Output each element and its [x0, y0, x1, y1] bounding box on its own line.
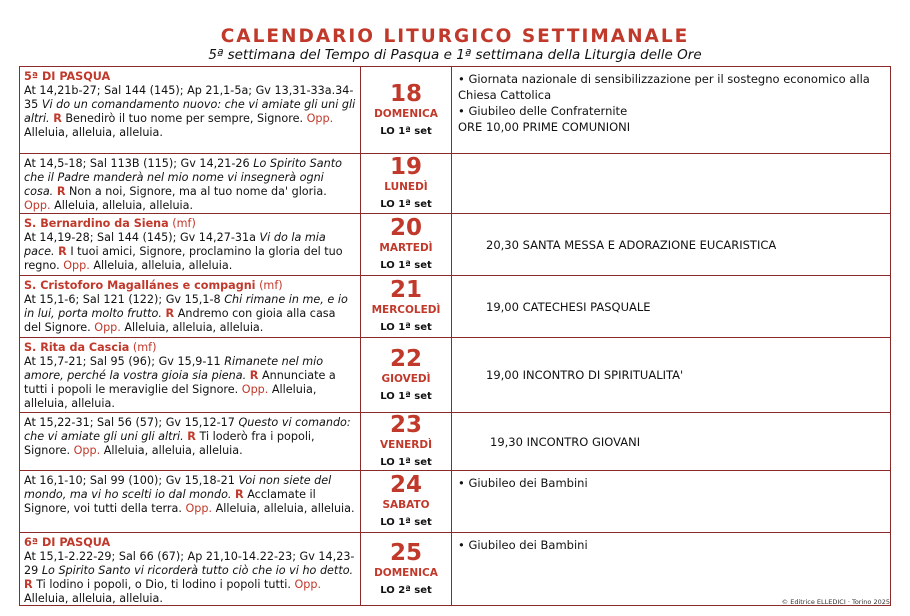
calendar-table — [19, 66, 891, 606]
event-item: • Giubileo dei Bambini — [458, 538, 588, 552]
saint-name: 6ª DI PASQUA — [24, 536, 111, 549]
response-text: Andremo con gioia alla casa del Signore. — [24, 307, 336, 334]
readings-refs: At 15,1-2.22-29; Sal 66 (67); Ap 21,10-14.22-23; Gv 14,23-29 — [24, 550, 355, 577]
opp-label: Opp. — [306, 112, 334, 125]
readings-refs: At 15,22-31; Sal 56 (57); Gv 15,12-17 — [24, 416, 235, 429]
readings-refs: At 15,7-21; Sal 95 (96); Gv 15,9-11 — [24, 355, 221, 368]
opp-label: Opp. — [94, 321, 121, 334]
date-cell — [360, 533, 452, 605]
liturgy-week: LO 1ª set — [380, 260, 432, 271]
day-number: 21 — [389, 277, 422, 303]
event-item: 19,30 INCONTRO GIOVANI — [490, 434, 641, 449]
saint-name: S. Bernardino da Siena — [24, 217, 169, 230]
response-label: R — [24, 578, 33, 591]
antiphon: Voi non siete del mondo, ma vi ho scelti io dal mondo. — [24, 474, 332, 501]
response-label: R — [56, 185, 66, 198]
weekday-name: MARTEDÌ — [379, 242, 433, 254]
day-row-21 — [20, 275, 890, 337]
response-text: Ti loderò fra i popoli, Signore. — [24, 430, 315, 457]
alleluia-text: Alleluia, alleluia, alleluia. — [24, 126, 163, 139]
readings-refs: At 14,19-28; Sal 144 (145); Gv 14,27-31a — [24, 231, 256, 244]
saint-name: 5ª DI PASQUA — [24, 70, 111, 83]
liturgy-week: LO 1ª set — [380, 125, 432, 137]
readings-refs: At 14,5-18; Sal 113B (115); Gv 14,21-26 — [24, 157, 250, 170]
alleluia-text: Alleluia, alleluia, alleluia. — [93, 259, 233, 272]
liturgy-week: LO 1ª set — [380, 322, 432, 333]
date-cell — [360, 413, 452, 470]
weekday-name: SABATO — [382, 499, 430, 511]
alleluia-text: Alleluia, alleluia, alleluia. — [124, 321, 264, 334]
weekday-name: VENERDÌ — [380, 439, 432, 451]
day-number: 20 — [389, 215, 422, 241]
day-number: 22 — [389, 345, 422, 372]
day-number: 24 — [389, 472, 422, 498]
date-cell — [360, 338, 452, 412]
liturgy-week: LO 1ª set — [380, 517, 432, 528]
event-item: 19,00 INCONTRO DI SPIRITUALITA' — [486, 368, 684, 382]
events-cell — [452, 533, 890, 605]
readings-cell — [20, 214, 360, 275]
date-cell — [360, 471, 452, 532]
events-cell — [452, 413, 890, 470]
event-item: ORE 10,00 PRIME COMUNIONI — [458, 120, 631, 134]
alleluia-text: Alleluia, alleluia, alleluia. — [24, 592, 163, 605]
opp-label: Opp. — [241, 383, 269, 396]
response-label: R — [58, 245, 67, 258]
day-number: 19 — [389, 154, 422, 180]
readings-cell — [20, 471, 360, 532]
events-cell — [452, 67, 890, 153]
day-number: 18 — [389, 80, 422, 107]
date-cell — [360, 154, 452, 213]
day-row-22 — [20, 337, 890, 412]
opp-label: Opp. — [73, 444, 101, 457]
opp-label: Opp. — [294, 578, 322, 591]
weekday-name: DOMENICA — [374, 566, 438, 579]
day-row-20 — [20, 213, 890, 275]
liturgy-week: LO 1ª set — [380, 199, 432, 210]
alleluia-text: Alleluia, alleluia, alleluia. — [24, 383, 317, 410]
date-cell — [360, 276, 452, 337]
weekday-name: LUNEDÌ — [384, 181, 428, 193]
antiphon: Questo vi comando: che vi amiate gli uni gli altri. — [24, 416, 351, 443]
date-cell — [360, 214, 452, 275]
day-number: 25 — [389, 539, 422, 566]
event-item: • Giubileo dei Bambini — [458, 476, 588, 490]
liturgy-week: LO 2ª set — [380, 584, 432, 596]
response-label: R — [235, 488, 244, 501]
antiphon: Lo Spirito Santo vi ricorderà tutto ciò che io vi ho detto. — [41, 564, 354, 577]
day-row-19 — [20, 153, 890, 213]
response-text: Annunciate a tutti i popoli le meraviglie del Signore. — [24, 369, 336, 396]
memorial-tag: (mf) — [259, 279, 283, 292]
event-item: 20,30 SANTA MESSA E ADORAZIONE EUCARISTICA — [486, 237, 777, 252]
response-label: R — [53, 112, 62, 125]
event-item: 19,00 CATECHESI PASQUALE — [486, 299, 651, 314]
alleluia-text: Alleluia, alleluia, alleluia. — [54, 199, 194, 212]
day-row-25 — [20, 532, 890, 605]
weekday-name: MERCOLEDÌ — [371, 304, 441, 316]
events-cell — [452, 471, 890, 532]
event-item: • Giubileo delle Confraternite — [458, 104, 628, 118]
response-text: Benedirò il tuo nome per sempre, Signore. — [65, 112, 304, 125]
page-title: CALENDARIO LITURGICO SETTIMANALE — [220, 26, 690, 47]
events-cell — [452, 276, 890, 337]
events-cell — [452, 154, 890, 213]
readings-cell — [20, 276, 360, 337]
day-row-24 — [20, 470, 890, 532]
antiphon: Lo Spirito Santo che il Padre manderà nel mio nome vi insegnerà ogni cosa. — [24, 157, 342, 198]
readings-cell — [20, 154, 360, 213]
readings-cell — [20, 413, 360, 470]
response-text: Acclamate il Signore, voi tutti della terra. — [24, 488, 316, 515]
alleluia-text: Alleluia, alleluia, alleluia. — [103, 444, 243, 457]
response-label: R — [165, 307, 175, 320]
antiphon: Rimanete nel mio amore, perché la vostra gioia sia piena. — [24, 355, 324, 382]
antiphon: Vi do un comandamento nuovo: che vi amiate gli uni gli altri. — [24, 98, 356, 125]
weekday-name: DOMENICA — [374, 107, 438, 120]
response-text: Non a noi, Signore, ma al tuo nome da' gloria. — [69, 185, 327, 198]
saint-name: S. Cristoforo Magallánes e compagni — [24, 279, 256, 292]
memorial-tag: (mf) — [172, 217, 196, 230]
saint-name: S. Rita da Cascia — [24, 341, 130, 354]
response-text: Ti lodino i popoli, o Dio, ti lodino i popoli tutti. — [36, 578, 291, 591]
opp-label: Opp. — [63, 259, 90, 272]
response-label: R — [249, 369, 259, 382]
weekday-name: GIOVEDÌ — [381, 372, 431, 385]
response-label: R — [187, 430, 196, 443]
publisher-footer: © Editrice ELLEDICI · Torino 2025 — [781, 598, 890, 606]
opp-label: Opp. — [185, 502, 213, 515]
events-cell — [452, 214, 890, 275]
readings-refs: At 15,1-6; Sal 121 (122); Gv 15,1-8 — [24, 293, 221, 306]
opp-label: Opp. — [24, 199, 51, 212]
readings-refs: At 16,1-10; Sal 99 (100); Gv 15,18-21 — [24, 474, 235, 487]
day-number: 23 — [389, 412, 422, 438]
antiphon: Vi do la mia pace. — [24, 231, 326, 258]
events-cell — [452, 338, 890, 412]
liturgy-week: LO 1ª set — [380, 390, 432, 402]
readings-refs: At 14,21b-27; Sal 144 (145); Ap 21,1-5a; Gv 13,31-33a.34-35 — [24, 84, 354, 111]
alleluia-text: Alleluia, alleluia, alleluia. — [215, 502, 355, 515]
date-cell — [360, 67, 452, 153]
antiphon: Chi rimane in me, e io in lui, porta molto frutto. — [24, 293, 348, 320]
readings-cell — [20, 533, 360, 605]
day-row-23 — [20, 412, 890, 470]
memorial-tag: (mf) — [132, 341, 157, 354]
day-row-18 — [20, 67, 890, 153]
page-subtitle: 5ª settimana del Tempo di Pasqua e 1ª settimana della Liturgia delle Ore — [208, 47, 702, 63]
response-text: I tuoi amici, Signore, proclamino la gloria del tuo regno. — [24, 245, 343, 272]
liturgy-week: LO 1ª set — [380, 457, 432, 468]
event-item: • Giornata nazionale di sensibilizzazione per il sostegno economico alla Chiesa Cattolica — [458, 72, 870, 102]
readings-cell — [20, 338, 360, 412]
readings-cell — [20, 67, 360, 153]
